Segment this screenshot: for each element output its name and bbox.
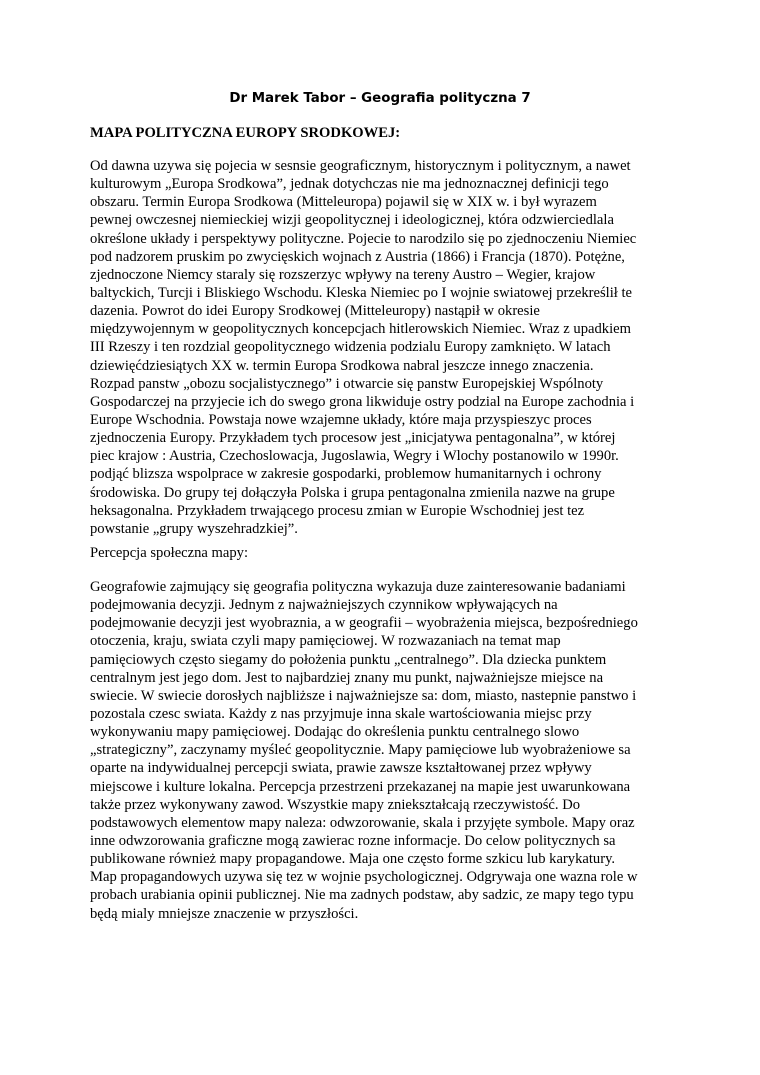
text-line: publikowane również mapy propagandowe. Maja one często forme szkicu lub karykatury. (90, 851, 616, 868)
text-line: oparte na indywidualnej percepcji swiata, prawie zawsze kształtowanej przez wpływy (90, 760, 592, 777)
text-line: wykonywaniu mapy pamięciowej. Dodając do określenia punktu centralnego slowo (90, 724, 580, 741)
text-line: Od dawna uzywa się pojecia w sesnsie geograficznym, historycznym i politycznym, a nawet (90, 158, 631, 174)
text-line: środowiska. Do grupy tej dołączyła Polska i grupa pentagonalna zmienila nazwe na grupe (90, 484, 615, 501)
text-line: podjąć blizsza wspolprace w zakresie gospodarki, problemow humanitarnych i ochrony (90, 466, 602, 483)
text-line: Geografowie zajmujący się geografia polityczna wykazuja duze zainteresowanie badaniami (90, 579, 626, 595)
section-heading: MAPA POLITYCZNA EUROPY SRODKOWEJ: (90, 125, 401, 141)
text-line: „strategiczny”, zaczynamy myśleć geopolitycznie. Mapy pamięciowe lub wyobrażeniowe sa (90, 742, 631, 759)
text-line: Gospodarczej na przyjecie ich do swego grona likwiduje ostry podzial na Europe zachodnia i (90, 393, 635, 410)
text-line: Map propagandowych uzywa się tez w wojnie psychologicznej. Odgrywaja one wazna role w (90, 869, 638, 886)
text-line: podejmowanie decyzji jest wyobraznia, a w geografii – wyobrażenia miejsca, bezpośredniego (90, 615, 638, 632)
text-line: pamięciowych często siegamy do położenia punktu „centralnego”. Dla dziecka punktem (90, 651, 607, 668)
text-line: III Rzeszy i ten rozdzial geopolitycznego widzenia podzialu Europy zamknięto. W latach (90, 339, 611, 356)
text-line: zjednoczone Niemcy staraly się rozszerzyc wpływy na tereny Austro – Wegier, krajow (90, 266, 596, 283)
text-line: otoczenia, kraju, swiata czyli mapy pamięciowej. W rozwazaniach na temat map (90, 633, 561, 650)
text-line: kulturowym „Europa Srodkowa”, jednak dotychczas nie ma jednoznacznej definicji tego (90, 176, 609, 193)
text-line: swiecie. W swiecie dorosłych najbliższe i najważniejsze sa: dom, miasto, nastepnie panstwo i (90, 687, 637, 704)
text-line: powstanie „grupy wyszehradzkiej”. (90, 520, 298, 537)
text-line: podejmowania decyzji. Jednym z najważniejszych czynnikow wpływających na (90, 597, 558, 614)
text-line: dziewięćdziesiątych XX w. termin Europa Srodkowa nabral jeszcze innego znaczenia. (90, 357, 594, 374)
text-line: centralnym jest jego dom. Jest to najbardziej znany mu punkt, najważniejsze miejsce na (90, 669, 604, 686)
text-line: pozostala czesc swiata. Każdy z nas przyjmuje inna skale wartościowania miejsc przy (90, 705, 592, 722)
subsection-heading: Percepcja społeczna mapy: (90, 545, 249, 561)
text-line: pewnej owczesnej niemieckiej wizji geopolitycznej i ideologicznej, która odzwierciedlala (90, 212, 614, 229)
text-line: także przez wykonywany zawod. Wszystkie mapy zniekształcają rzeczywistość. Do (90, 796, 581, 813)
text-line: obszaru. Termin Europa Srodkowa (Mitteleuropa) pojawil się w XIX w. i był wyrazem (90, 194, 597, 211)
text-line: baltyckich, Turcji i Bliskiego Wschodu. Kleska Niemiec po I wojnie swiatowej przekreślił te (90, 284, 633, 301)
text-line: pod nadzorem pruskim po zwycięskich wojnach z Austria (1866) i Francja (1870). Potężne, (90, 248, 625, 265)
text-line: określone układy i perspektywy polityczne. Pojecie to narodzilo się po zjednoczeniu Niemiec (90, 230, 637, 247)
text-line: probach urabiania opinii publicznej. Nie ma zadnych podstaw, aby sadzic, ze mapy tego typu (90, 887, 634, 904)
section-body (90, 157, 636, 538)
section-body (90, 578, 638, 923)
text-line: heksagonalna. Przykładem trwającego procesu zmian w Europie Wschodniej jest tez (90, 502, 585, 519)
text-line: międzywojennym w geopolitycznych koncepcjach hitlerowskich Niemiec. Wraz z upadkiem (90, 321, 631, 338)
text-line: dazenia. Powrot do idei Europy Srodkowej (Mitteleuropy) nastąpił w okresie (90, 303, 540, 320)
text-line: podstawowych elementow mapy naleza: odwzorowanie, skala i przyjęte symbole. Mapy oraz (90, 814, 635, 831)
text-line: będą mialy mniejsze znaczenie w przyszłości. (90, 905, 359, 922)
text-line: inne odwzorowania graficzne mogą zawierac rozne informacje. Do celow politycznych sa (90, 832, 616, 849)
text-line: piec krajow : Austria, Czechoslowacja, Jugoslawia, Wegry i Wlochy postanowilo w 1990r. (90, 448, 619, 465)
text-line: Europe Wschodnia. Powstaja nowe wzajemne układy, które maja przyspieszyc proces (90, 411, 592, 428)
page-title: Dr Marek Tabor – Geografia polityczna 7 (229, 91, 531, 106)
text-line: miejscowe i kulture lokalna. Percepcja przestrzeni przekazanej na mapie jest uwarunkowana (90, 778, 631, 795)
text-line: zjednoczenia Europy. Przykładem tych procesow jest „inicjatywa pentagonalna”, w której (90, 430, 616, 447)
text-line: Rozpad panstw „obozu socjalistycznego” i otwarcie się panstw Europejskiej Wspólnoty (90, 375, 604, 392)
